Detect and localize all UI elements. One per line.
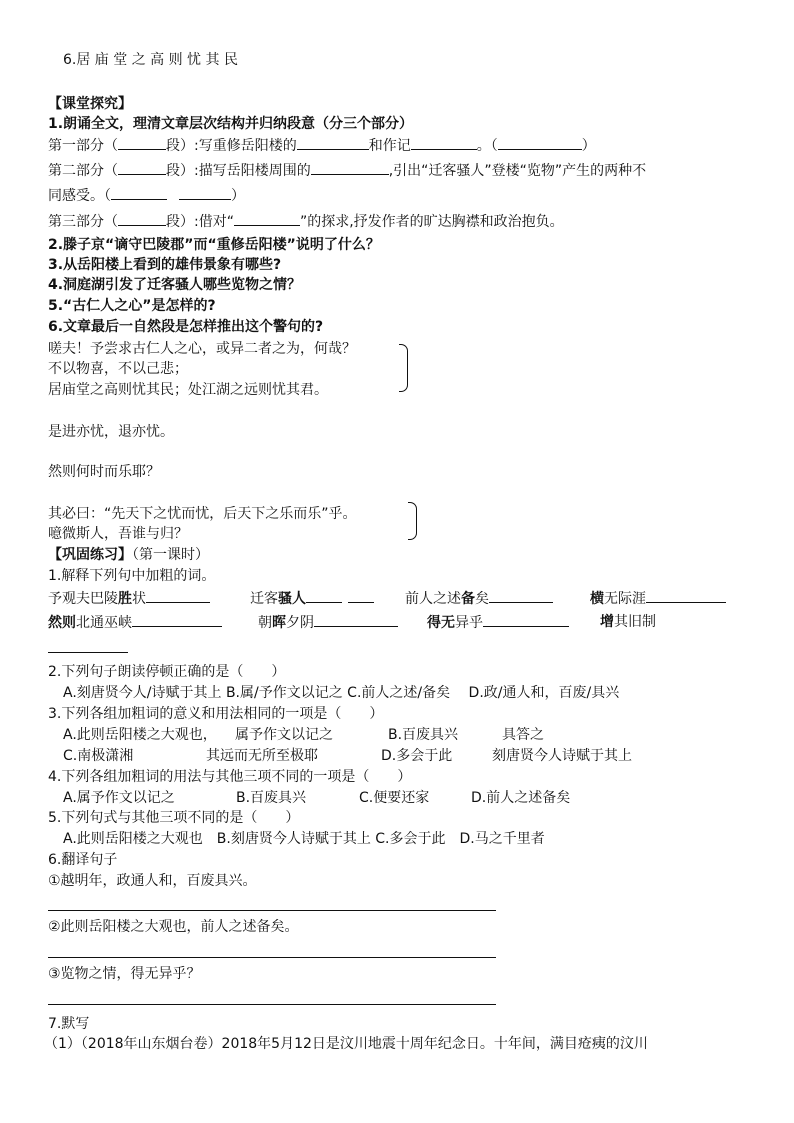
- part1-prefix: 第一部分（: [48, 138, 118, 154]
- word-item-3: 前人之述备矣: [405, 588, 553, 609]
- exercise-3-option-d: D.多会于此: [381, 748, 453, 764]
- passage-line-5: 然则何时而乐耶？: [48, 464, 160, 480]
- exercise-4-option-b: B.百废具兴: [236, 790, 307, 806]
- section-heading-note: （第一课时）: [132, 547, 209, 563]
- part1-blank-b[interactable]: [411, 135, 477, 150]
- exercise-3-option-a: A.此则岳阳楼之大观也，: [63, 727, 217, 743]
- part2-continue: 同感受。（: [48, 188, 111, 204]
- word-blank-2b[interactable]: [348, 588, 374, 603]
- question-6: 6.文章最后一自然段是怎样推出这个警句的?: [48, 319, 324, 335]
- question-4: 4.洞庭湖引发了迁客骚人哪些览物之情？: [48, 277, 302, 293]
- part3-blank-a[interactable]: [234, 211, 300, 226]
- word-item-6: 朝晖夕阴: [258, 612, 398, 633]
- word-blank-5[interactable]: [132, 612, 222, 627]
- passage-line-1: 嗟夫！予尝求古仁人之心，或异二者之为，何哉？: [48, 341, 356, 357]
- part2-blank-c[interactable]: [179, 185, 231, 200]
- exercise-5: 5.下列句式与其他三项不同的是（ ）: [48, 810, 300, 826]
- part1-close: ）: [581, 138, 596, 154]
- translate-item-3: ③览物之情，得无异乎？: [48, 966, 201, 982]
- word-item-4: 横无际涯: [590, 588, 726, 609]
- passage-line-3: 居庙堂之高则忧其民；处江湖之远则忧其君。: [48, 382, 328, 398]
- part2-close: ）: [231, 188, 245, 204]
- part1-blank-c[interactable]: [498, 135, 582, 150]
- right-brace-1: [399, 344, 408, 392]
- word-blank-4[interactable]: [646, 588, 726, 603]
- part1-and: 和作记: [368, 138, 411, 154]
- question-5: 5.“古仁人之心”是怎样的?: [48, 298, 216, 314]
- exercise-2: 2.下列句子朗读停顿正确的是（ ）: [48, 664, 286, 680]
- exercise-3: 3.下列各组加粗词的意义和用法相同的一项是（ ）: [48, 706, 384, 722]
- question-2: 2.滕子京“谪守巴陵郡”而“重修岳阳楼”说明了什么？: [48, 237, 380, 253]
- exercise-4-option-c: C.便要还家: [359, 790, 430, 806]
- part2-blank-b[interactable]: [111, 185, 167, 200]
- right-brace-2: [408, 502, 417, 540]
- section-heading-practice: 【巩固练习】: [48, 547, 132, 563]
- part1-para-blank[interactable]: [118, 135, 166, 150]
- part3-line: [48, 211, 564, 232]
- translate-answer-line-2[interactable]: [48, 957, 496, 958]
- question-3: 3.从岳阳楼上看到的雄伟景象有哪些?: [48, 257, 282, 273]
- word-blank-8[interactable]: [48, 652, 128, 653]
- word-blank-1[interactable]: [146, 588, 210, 603]
- exercise-2-options: A.刻唐贤今人/诗赋于其上 B.属/予作文以记之 C.前人之述/备矣 D.政/通人和，百废/具兴: [63, 685, 620, 701]
- word-blank-3[interactable]: [489, 588, 553, 603]
- exercise-6: 6.翻译句子: [48, 852, 118, 868]
- exercise-7-text: （1）（2018年山东烟台卷）2018年5月12日是汶川地震十周年纪念日。十年间，满目疮痍的汶川: [44, 1036, 648, 1052]
- exercise-4-option-d: D.前人之述备矣: [471, 790, 571, 806]
- part2-prefix: 第二部分（: [48, 163, 118, 179]
- passage-line-2: 不以物喜，不以己悲；: [48, 361, 188, 377]
- part2-line: [48, 160, 646, 181]
- passage-line-4: 是进亦忧，退亦忧。: [48, 424, 174, 440]
- translate-answer-line-1[interactable]: [48, 910, 496, 911]
- question-1: 1.朗诵全文，理清文章层次结构并归纳段意（分三个部分）: [48, 116, 414, 132]
- exercise-3-option-c: C.南极潇湘: [63, 748, 134, 764]
- word-item-2: 迁客骚人: [250, 588, 374, 609]
- part3-desc: 段）:借对“: [166, 214, 234, 230]
- translate-item-2: ②此则岳阳楼之大观也，前人之述备矣。: [48, 919, 299, 935]
- part1-desc: 段）:写重修岳阳楼的: [166, 138, 297, 154]
- part3-rest: ”的探求,抒发作者的旷达胸襟和政治抱负。: [299, 214, 564, 230]
- part1-blank-a[interactable]: [297, 135, 369, 150]
- word-blank-6[interactable]: [314, 612, 398, 627]
- word-item-8: 增其旧制: [600, 614, 656, 630]
- exercise-3-option-c2: 其远而无所至极耶: [206, 748, 318, 764]
- exercise-7: 7.默写: [48, 1016, 90, 1032]
- exercise-3-option-b2: 具答之: [502, 727, 544, 743]
- part1-line: [48, 135, 596, 156]
- part2-desc: 段）:描写岳阳楼周围的: [166, 163, 311, 179]
- word-item-7: 得无异乎: [427, 612, 569, 633]
- word-blank-7[interactable]: [483, 612, 569, 627]
- word-item-5: 然则北通巫峡: [48, 612, 222, 633]
- word-item-1: 予观夫巴陵胜状: [48, 588, 210, 609]
- part2-para-blank[interactable]: [118, 160, 166, 175]
- exercise-5-options: A.此则岳阳楼之大观也 B.刻唐贤今人诗赋于其上 C.多会于此 D.马之千里者: [63, 831, 545, 847]
- part1-end: 。（: [476, 138, 498, 154]
- passage-line-6: 其必曰：“先天下之忧而忧，后天下之乐而乐”乎。: [48, 506, 357, 522]
- part2-line2: [48, 185, 245, 206]
- word-blank-2a[interactable]: [306, 588, 342, 603]
- part3-para-blank[interactable]: [118, 211, 166, 226]
- passage-line-7: 噫微斯人，吾谁与归？: [48, 526, 188, 542]
- part2-blank-a[interactable]: [311, 160, 389, 175]
- section-heading-classroom: 【课堂探究】: [48, 96, 132, 112]
- exercise-3-option-a2: 属予作文以记之: [235, 727, 333, 743]
- exercise-4: 4.下列各组加粗词的用法与其他三项不同的一项是（ ）: [48, 769, 412, 785]
- page-title: 6.居 庙 堂 之 高 则 忧 其 民: [63, 52, 238, 68]
- exercise-3-option-b: B.百废具兴: [388, 727, 459, 743]
- exercise-3-option-d2: 刻唐贤今人诗赋于其上: [492, 748, 632, 764]
- part3-prefix: 第三部分（: [48, 214, 118, 230]
- exercise-4-option-a: A.属予作文以记之: [63, 790, 175, 806]
- part2-rest: ,引出“迁客骚人”登楼“览物”产生的两种不: [388, 163, 647, 179]
- translate-answer-line-3[interactable]: [48, 1004, 496, 1005]
- translate-item-1: ①越明年，政通人和，百废具兴。: [48, 873, 257, 889]
- section-heading-practice-line: [48, 545, 209, 565]
- exercise-1: 1.解释下列句中加粗的词。: [48, 568, 216, 584]
